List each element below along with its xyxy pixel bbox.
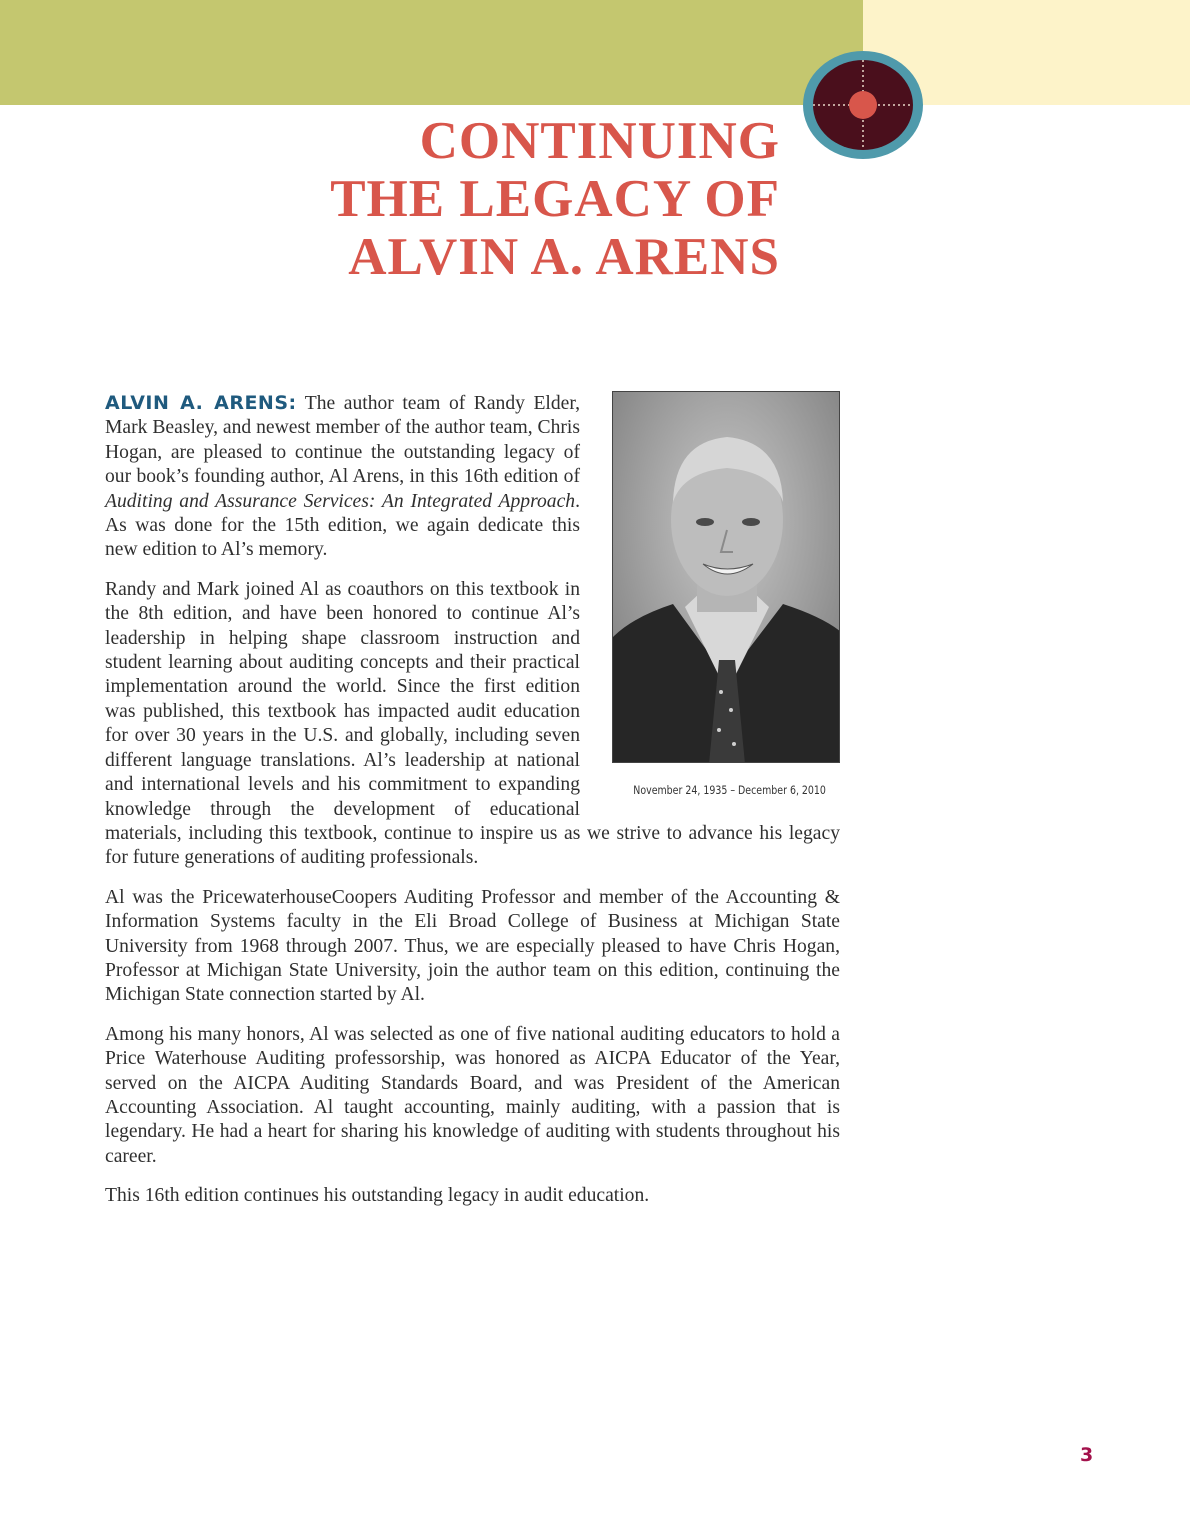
- paragraph-1-text-b: . As was done for the 15th edition, we again dedicate this new edition to Al’s memory.: [105, 490, 580, 561]
- page-number: 3: [1080, 1444, 1094, 1466]
- target-crosshair-icon: [801, 49, 925, 161]
- header-band-green: [0, 0, 863, 105]
- page-title: [330, 112, 780, 286]
- photo-caption: November 24, 1935 – December 6, 2010: [633, 783, 826, 797]
- paragraph-4: Among his many honors, Al was selected as one of five national auditing educators to hold a Price Waterhouse Auditing professorship, was honored as AICPA Educator of the Year, served on the AICPA Auditing Standards Board, and was President of the American Accounting Association. Al taught accounting, mainly auditing, with a passion that is legendary. He had a heart for sharing his knowledge of auditing with students throughout his career.: [105, 1023, 840, 1167]
- paragraph-1-text-a: The author team of Randy Elder, Mark Beasley, and newest member of the author team, Chris Hogan, are pleased to continue the outstanding legacy of our book’s founding author, Al Arens, in this 16th edition of: [105, 393, 581, 488]
- lead-label: ALVIN A. ARENS:: [105, 392, 297, 414]
- author-portrait: [612, 391, 840, 763]
- paragraph-3: Al was the PricewaterhouseCoopers Auditing Professor and member of the Accounting & Information Systems faculty in the Eli Broad College of Business at Michigan State University from 1968 through 2007. Thus, we are especially pleased to have Chris Hogan, Professor at Michigan State University, join the author team on this edition, continuing the Michigan State connection started by Al.: [105, 886, 840, 1006]
- paragraph-5: This 16th edition continues his outstanding legacy in audit education.: [105, 1185, 650, 1207]
- portrait-illustration: [613, 392, 840, 763]
- photo-block: [586, 391, 840, 811]
- title-line-1: CONTINUING: [419, 112, 780, 170]
- book-title: Auditing and Assurance Services: An Integrated Approach: [105, 490, 576, 512]
- article-body: [105, 391, 840, 1224]
- title-line-2: THE LEGACY OF: [330, 170, 780, 228]
- title-line-3: ALVIN A. ARENS: [348, 228, 780, 286]
- paragraph-2: Randy and Mark joined Al as coauthors on this textbook in the 8th edition, and have been honored to continue Al’s leadership in helping shape classroom instruction and student learning about auditing concepts and their practical implementation around the world. Since the first edition was published, this textbook has impacted audit education for over 30 years in the U.S. and globally, including seven different language translations. Al’s leadership at national and international levels and his commitment to expanding knowledge through the development of educational materials, including this textbook, continue to inspire us as we strive to advance his legacy for future generations of auditing professionals.: [105, 578, 840, 869]
